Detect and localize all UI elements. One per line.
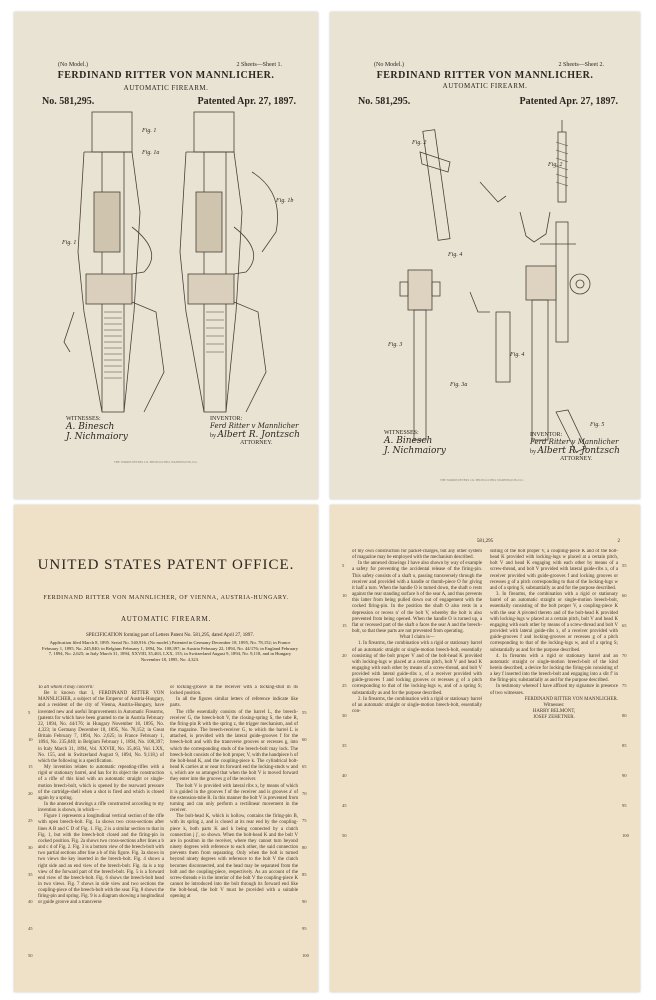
inventor-label: INVENTOR: xyxy=(530,432,563,438)
model-label: (No Model.) xyxy=(374,62,404,68)
fig-label-2a: Fig. 2 xyxy=(412,140,427,146)
receiver-top-right xyxy=(194,112,234,152)
fig-label-3a: Fig. 3a xyxy=(450,382,468,388)
inventor-signature-text: FERDINAND RITTER VON MANNLICHER. xyxy=(524,696,618,702)
line-numbers-left: 5 10 15 20 25 30 35 40 45 50 xyxy=(28,710,33,958)
patent-subtitle: AUTOMATIC FIREARM. xyxy=(123,84,209,92)
bolt-right xyxy=(188,274,234,304)
model-label: (No Model.) xyxy=(58,62,88,68)
by-label: by xyxy=(530,449,536,455)
claims-heading: What I claim is— xyxy=(399,635,435,641)
paragraph: or locking-groove in the receiver with a locking-stud in its locked position. xyxy=(170,685,298,697)
invention-title: AUTOMATIC FIREARM. xyxy=(120,615,212,623)
patent-office-title: UNITED STATES PATENT OFFICE. xyxy=(37,557,295,573)
bolt-left xyxy=(86,274,132,304)
paragraph: Be it known that I, FERDINAND RITTER VON MANNLICHER, a subject of the Emperor of Austria-Hungary, and a resident of the city of Vienna, Austria-Hungary, have invented new and useful Improvements in Automatic Firearms, (patents for which have been granted to me in Austria February 22, 1894, No. 44/176; in Hungary November 18, 1895, No. 4,323; in Germany December 18, 1895, No. 78,152; in Great Britain February 7, 1894, No. 2,625; in France February 1, 1894, No. 235,840; in Belgium February 1, 1894, No. 108,397; in Italy March 31, 1894, Vol. XXVIII, No. 35,463, Vol. LXX, No. 155, and in Switzerland August 9, 1894, No. 9,118,) of which the following is a specification. xyxy=(38,691,164,764)
claim-4: 4. In firearms with a rigid or stationary barrel and an automatic straight or single-motion breech-bolt of the kind herein described, a device for locking the firing-pin consisting of a key f inserted into the breech-bolt and engaging into a slit f' in the firing-pin; substantially as and for the purpose described. xyxy=(490,653,618,684)
trigger-guard-right xyxy=(234,227,254,274)
fig-label-5: Fig. 5 xyxy=(590,422,605,428)
witnesses-block xyxy=(384,430,446,456)
inventor-block xyxy=(210,416,300,446)
key-part xyxy=(496,312,510,382)
patent-number: No. 581,295. xyxy=(358,96,411,107)
page-patent-number: 581,295 xyxy=(476,539,494,544)
drawing-sheet-1 xyxy=(14,12,318,499)
claim-1: 1. In firearms, the combination with a rigid or stationary barrel of an automatic straight or single-motion breech-bolt, essentially consisting of the bolt proper V and of the bolt-head K provided with locking-lugs w placed at a certain pitch, bolt V and head K engaging with each other by means of a screw-thread, and bolt V provided with lateral guide-ribs x, of a receiver provided with guide-grooves f and locking grooves or recesses g of a pitch corresponding to that of the locking-lugs w, and of a spring S; substantially as and for the purpose described. xyxy=(352,641,482,696)
coupling-hook xyxy=(480,182,506,202)
text-column-right xyxy=(170,685,298,985)
witnesses-label: Witnesses: xyxy=(543,702,565,708)
bolt-shaft-left xyxy=(414,310,426,440)
inventor-line: FERDINAND RITTER VON MANNLICHER, OF VIENNA, AUSTRIA-HUNGARY. xyxy=(43,595,289,601)
claim-2-continued: sisting of the bolt proper V, a coupling-piece K and of the bolt-head K provided with locking-lugs w placed at a certain pitch, bolt V and head K engaging with each other by means of a screw-thread, and bolt V provided with lateral guide-ribs x, of a receiver provided with guide-grooves f and locking grooves or recesses g of a pitch corresponding to that of the locking-lugs w and of a spring S; substantially as and for the purpose described. xyxy=(490,549,618,591)
inventor-name: FERDINAND RITTER VON MANNLICHER. xyxy=(57,70,275,81)
line-numbers-right: 55 60 65 70 75 80 85 90 95 100 xyxy=(302,710,309,958)
inventor-signature: Ferd Ritter v Mannlicher xyxy=(530,438,619,446)
testimony: In testimony whereof I have affixed my signature in presence of two witnesses. xyxy=(490,684,618,696)
sheets-label: 2 Sheets—Sheet 2. xyxy=(558,62,604,68)
bolt-head-part xyxy=(423,130,450,241)
witness-1: HARRY BELMONT, xyxy=(532,709,576,715)
witness-2: JOSEF ZEHETNER. xyxy=(533,715,575,721)
magazine-left xyxy=(94,192,120,252)
witness-1: A. Binesch xyxy=(66,422,115,432)
page-number: 2 xyxy=(617,539,620,544)
fig-label-3: Fig. 3 xyxy=(388,342,403,348)
paragraph: My invention relates to automatic repeating-rifles with a rigid or stationary barrel, and has for its object the construction of a rifle of this kind with an automatic straight or single-motion breech-bolt, which is opened by the rearward pressure of the cartridge-shell when a shot is fired and which is closed again by a spring. xyxy=(38,765,164,801)
patent-number: No. 581,295. xyxy=(42,96,95,107)
paragraph: In the annexed drawings a rifle constructed according to my invention is shown, in which— xyxy=(38,801,164,814)
inventor-signature: Ferd Ritter v Mannlicher xyxy=(210,422,299,430)
application-line: Application filed March 8, 1895. Serial No. 540,916. (No model.) Patented in Germany December 18, 1895, No. 78,152; in France February 1, 1895, No. 245,840; in Belgium February 1, 1894, No. 108,397; in Austria February 22, 1894, No. 44/176; in England February 7, 1894, No. 2,625; in Italy March 31, 1894, XXVIII, 35,463, LXX, 155; in Switzerland August 9, 1894, No. 9,118, and in Hungary November 18, 1895, No. 4,323. xyxy=(42,640,298,662)
witness-2: J. Nichmaiory xyxy=(384,446,446,456)
paragraph: The rifle essentially consists of the barrel L, the breech-receiver G, the breech-bolt V, the closing-spring S, the tube R, the firing-pin R with the spring z, the trigger mechanism, and of the magazine. The breech-receiver G, to which the barrel L is attached, is provided with the lateral guide-grooves f for the breech-bolt and with the transverse grooves or recesses g, into which the corresponding studs of the breech-bolt may lock. The breech-bolt consists of the bolt proper, V, with the handpiece h of the bolt-head K, and the coupling-piece k. The cylindrical bolt-head K carries at or near its forward end the locking-studs w and s, which are so arranged that when the bolt V is moved forward they enter into the grooves g of the receiver. xyxy=(170,709,298,783)
firing-pin-long xyxy=(556,222,568,342)
fig-label-2b: Fig. 2 xyxy=(548,162,563,168)
witnesses-label: WITNESSES: xyxy=(384,430,419,436)
drawing-sheet-2 xyxy=(330,12,640,499)
salutation: To all whom it may concern: xyxy=(38,685,94,690)
bolt-shaft-right xyxy=(532,300,548,440)
specification-block xyxy=(42,633,298,662)
bolt-view-left xyxy=(408,270,432,310)
sheets-label: 2 Sheets—Sheet 1. xyxy=(236,62,282,68)
paragraph: In the annexed drawings I have also shown by way of example a safety for preventing the accidental release of the firing-pin. This safety consists of a shaft o, passing transversely through the receiver and provided with a handle or thumb-piece O for giving it half a turn. When the handle O is turned down, the shaft o rests against the rear standing surface h of the sear A, and thus prevents this latter from being pulled down out of engagement with the cocked firing-pin. In the position the shaft O also rests in a depression or recess n' of the bolt V, whereby the bolt is also prevented from being opened. When the handle O is turned up, a flat or recessed part of the shaft o faces the sear A and the breech-bolt, so that these parts are not prevented from operating. xyxy=(352,561,482,635)
fig-label-1b: Fig. 1b xyxy=(276,198,294,204)
fig-label-4b: Fig. 4 xyxy=(510,352,525,358)
paragraph: Figure 1 represents a longitudinal vertical section of the rifle with open breech-bolt. Fig. 1a shows two cross-sections after lines A B and C D of Fig. 1. Fig. 2 is a similar section to that in Fig. 1, but with the breech-bolt closed and the firing-pin in cocked position. Fig. 2a shows two cross-sections after lines a b and c d of Fig. 2. Fig. 3 is a bottom view of the breech-bolt with two partial sections after line a b of this figure. Fig. 3a shows in two views the key inserted in the breech-bolt. Fig. 4 shows a right side and an end view of the breech-bolt. Fig. 4a is a top view of the forward part of the breech-bolt. Fig. 5 is a forward end view of the breech-bolt. Fig. 6 shows the breech-bolt head in two views. Fig. 7 shows in side view and two sections the coupling-piece of the breech-bolt with the sear. Fig. 8 shows the firing-pin and spring. Fig. 9 is a diagram showing a longitudinal or guide groove and a transverse xyxy=(38,814,164,906)
attorney-label: ATTORNEY. xyxy=(240,440,273,446)
receiver-top-left xyxy=(92,112,132,152)
text-column-left xyxy=(38,685,164,985)
fig-label-4a: Fig. 4 xyxy=(448,252,463,258)
attorney-signature: Albert R. Jontzsch xyxy=(217,430,300,440)
inventor-name: FERDINAND RITTER VON MANNLICHER. xyxy=(376,70,594,81)
witness-1: A. Binesch xyxy=(384,436,433,446)
text-column-right xyxy=(490,549,618,989)
text-column-left xyxy=(352,549,482,989)
claim-2: 2. In firearms, the combination with a rigid or stationary barrel of an automatic straight or single-motion breech-bolt, essentially con- xyxy=(352,696,482,715)
paragraph: The bolt V is provided with lateral ribs x, by means of which it is guided in the grooves f of the receiver and is grooves a' of the extension-tube R. In this manner the bolt V is prevented from turning and can only perform a rectilinear movement in the receiver. xyxy=(170,783,298,814)
patent-date: Patented Apr. 27, 1897. xyxy=(519,96,618,107)
patent-date: Patented Apr. 27, 1897. xyxy=(197,96,296,107)
line-numbers-left: 5 10 15 20 25 30 35 40 45 50 xyxy=(342,563,347,838)
paragraph: In all the figures similar letters of reference indicate like parts. xyxy=(170,697,298,709)
fig-label-1a: Fig. 1a xyxy=(142,150,160,156)
fig-label-1-side: Fig. 1 xyxy=(62,240,77,246)
attorney-signature: Albert R. Jontzsch xyxy=(537,446,620,456)
inventor-label: INVENTOR: xyxy=(210,416,243,422)
paragraph: of my own construction for packet-charges, but any other system of magazine may be employed with the mechanism described. xyxy=(352,549,482,561)
witnesses-label: WITNESSES: xyxy=(66,416,101,422)
patent-subtitle: AUTOMATIC FIREARM. xyxy=(442,82,528,90)
magazine-right xyxy=(196,192,222,252)
by-label: by xyxy=(210,433,216,439)
printer-credit: THE NORRIS PETERS CO. PHOTO-LITHO, WASHINGTON, D.C. xyxy=(440,478,525,482)
witnesses-block xyxy=(66,416,128,442)
claim-3: 3. In firearms, the combination with a rigid or stationary barrel of an automatic straight or single-motion breech-bolt, essentially consisting of the bolt proper V, a coupling-piece K with the sear A pivoted thereto and of the bolt-head K provided with locking-lugs w placed at a certain pitch, bolt V and head K engaging with each other by means of a screw-thread and bolt V provided with lateral guide-ribs x, of a receiver provided with guide-grooves f and locking-grooves or recesses g of a pitch corresponding to that of the locking-lugs w, and of a spring S; substantially as and for the purpose described. xyxy=(490,592,618,653)
printer-credit: THE NORRIS PETERS CO. PHOTO-LITHO, WASHINGTON, D.C. xyxy=(114,460,199,464)
bolt-end-view xyxy=(570,274,590,294)
line-numbers-right: 55 60 65 70 75 80 85 90 95 100 xyxy=(622,563,629,838)
trigger-guard-left xyxy=(132,227,152,274)
witness-2: J. Nichmaiory xyxy=(66,432,128,442)
specification-page-2 xyxy=(330,505,640,992)
attorney-label: ATTORNEY. xyxy=(560,456,593,462)
specification-page-1 xyxy=(14,505,318,992)
specification-line: SPECIFICATION forming part of Letters Patent No. 581,295, dated April 27, 1897. xyxy=(85,633,255,638)
fig-label-1: Fig. 1 xyxy=(142,128,157,134)
paragraph: The bolt-head K, which is hollow, contains the firing-pin B, with its spring z, and is closed at its rear end by the coupling-piece k, both parts K and k being connected by a clutch connection j j', so shown. When the bolt-head K and the bolt V are in position in the receiver, where they cannot turn beyond ninety degrees with reference to each other, the said connection prevents them from separating. Only when the bolt is turned beyond ninety degrees with reference to the bolt V the clutch becomes disconnected, and the head may be separated from the bolt and the coupling-piece, respectively. As an account of the screw-threads e in the interior of the bolt V the coupling-piece K cannot be introduced into the bolt through its forward end like the bolt-head, the bolt V must be provided with a suitable opening at xyxy=(170,814,298,900)
inventor-block xyxy=(530,432,620,462)
bolt-view-right xyxy=(526,266,556,300)
